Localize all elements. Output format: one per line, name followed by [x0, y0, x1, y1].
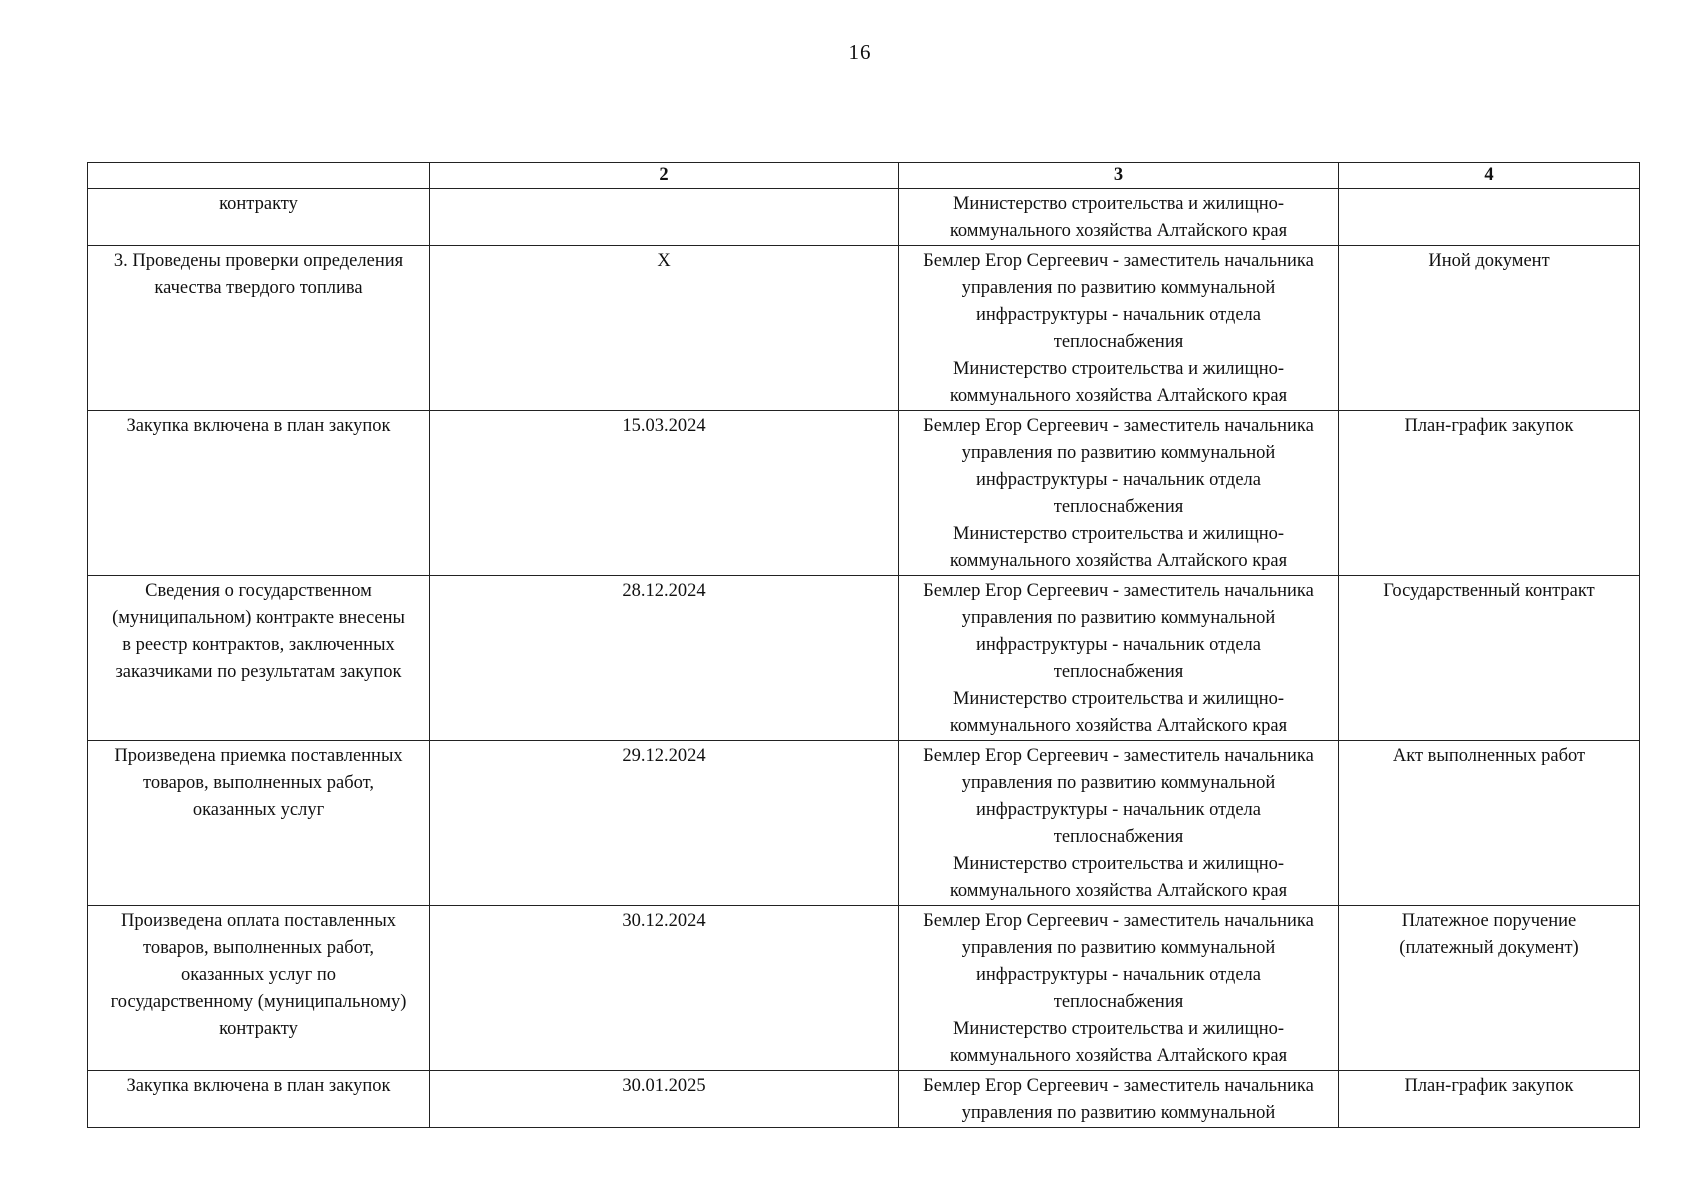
cell-responsible-text: Бемлер Егор Сергеевич - заместитель начальника управления по развитию коммунальной инфраструктуры - начальник отдела теплоснабжения Министерство строительства и жилищно- коммунального хозяйства Алтайского края: [923, 581, 1314, 736]
control-points-table: [87, 162, 1640, 1128]
cell-responsible: [899, 246, 1339, 411]
header-cell-1: [88, 163, 430, 189]
cell-document-text: Платежное поручение (платежный документ): [1399, 911, 1579, 958]
table-row: [88, 411, 1640, 576]
cell-event: [88, 741, 430, 906]
table-row: [88, 906, 1640, 1071]
cell-event-text: Закупка включена в план закупок: [126, 1076, 391, 1096]
cell-responsible: [899, 189, 1339, 246]
cell-date-text: 15.03.2024: [622, 416, 706, 436]
table-row: [88, 1071, 1640, 1128]
cell-responsible: [899, 741, 1339, 906]
cell-date: [430, 906, 899, 1071]
cell-date: [430, 189, 899, 246]
cell-responsible: [899, 906, 1339, 1071]
cell-date: [430, 1071, 899, 1128]
cell-event: [88, 576, 430, 741]
page-number: 16: [848, 40, 872, 64]
table-row: [88, 246, 1640, 411]
cell-responsible: [899, 1071, 1339, 1128]
cell-responsible-text: Бемлер Егор Сергеевич - заместитель начальника управления по развитию коммунальной инфраструктуры - начальник отдела теплоснабжения Министерство строительства и жилищно- коммунального хозяйства Алтайского края: [923, 911, 1314, 1066]
cell-event-text: Сведения о государственном (муниципальном) контракте внесены в реестр контрактов, заключенных заказчиками по результатам закупок: [112, 581, 405, 682]
cell-event: [88, 906, 430, 1071]
cell-document-text: План-график закупок: [1404, 416, 1574, 436]
header-cell-3: 3: [899, 163, 1339, 189]
cell-responsible-text: Бемлер Егор Сергеевич - заместитель начальника управления по развитию коммунальной: [923, 1076, 1314, 1123]
cell-date: [430, 246, 899, 411]
cell-event-text: 3. Проведены проверки определения качества твердого топлива: [113, 251, 404, 298]
cell-responsible: [899, 576, 1339, 741]
cell-date-text: 29.12.2024: [622, 746, 706, 766]
cell-document-text: Акт выполненных работ: [1392, 746, 1586, 766]
cell-event: [88, 189, 430, 246]
table-row: [88, 189, 1640, 246]
cell-event-text: контракту: [219, 194, 298, 214]
cell-date: [430, 411, 899, 576]
cell-document-text: Государственный контракт: [1383, 581, 1595, 601]
header-cell-4: 4: [1339, 163, 1640, 189]
table-row: [88, 741, 1640, 906]
cell-responsible-text: Министерство строительства и жилищно- коммунального хозяйства Алтайского края: [949, 194, 1288, 241]
cell-document: [1339, 246, 1640, 411]
header-cell-2: 2: [430, 163, 899, 189]
cell-date: [430, 741, 899, 906]
cell-date: [430, 576, 899, 741]
cell-date-text: 30.01.2025: [622, 1076, 706, 1096]
cell-document-text: План-график закупок: [1404, 1076, 1574, 1096]
cell-event-text: Произведена оплата поставленных товаров, выполненных работ, оказанных услуг по государственному (муниципальному) контракту: [110, 911, 407, 1039]
cell-event: [88, 246, 430, 411]
table-header-row: [88, 163, 1640, 189]
cell-responsible-text: Бемлер Егор Сергеевич - заместитель начальника управления по развитию коммунальной инфраструктуры - начальник отдела теплоснабжения Министерство строительства и жилищно- коммунального хозяйства Алтайского края: [923, 416, 1314, 571]
cell-responsible: [899, 411, 1339, 576]
cell-date-text: X: [657, 251, 671, 271]
table-row: [88, 576, 1640, 741]
cell-responsible-text: Бемлер Егор Сергеевич - заместитель начальника управления по развитию коммунальной инфраструктуры - начальник отдела теплоснабжения Министерство строительства и жилищно- коммунального хозяйства Алтайского края: [923, 746, 1314, 901]
cell-document: [1339, 741, 1640, 906]
cell-responsible-text: Бемлер Егор Сергеевич - заместитель начальника управления по развитию коммунальной инфраструктуры - начальник отдела теплоснабжения Министерство строительства и жилищно- коммунального хозяйства Алтайского края: [923, 251, 1314, 406]
cell-date-text: 28.12.2024: [622, 581, 706, 601]
cell-document-text: Иной документ: [1428, 251, 1550, 271]
cell-event-text: Закупка включена в план закупок: [126, 416, 391, 436]
cell-event: [88, 411, 430, 576]
cell-document: [1339, 189, 1640, 246]
cell-date-text: 30.12.2024: [622, 911, 706, 931]
cell-document: [1339, 906, 1640, 1071]
cell-document: [1339, 576, 1640, 741]
cell-document: [1339, 1071, 1640, 1128]
cell-event: [88, 1071, 430, 1128]
cell-event-text: Произведена приемка поставленных товаров, выполненных работ, оказанных услуг: [114, 746, 403, 820]
cell-document: [1339, 411, 1640, 576]
